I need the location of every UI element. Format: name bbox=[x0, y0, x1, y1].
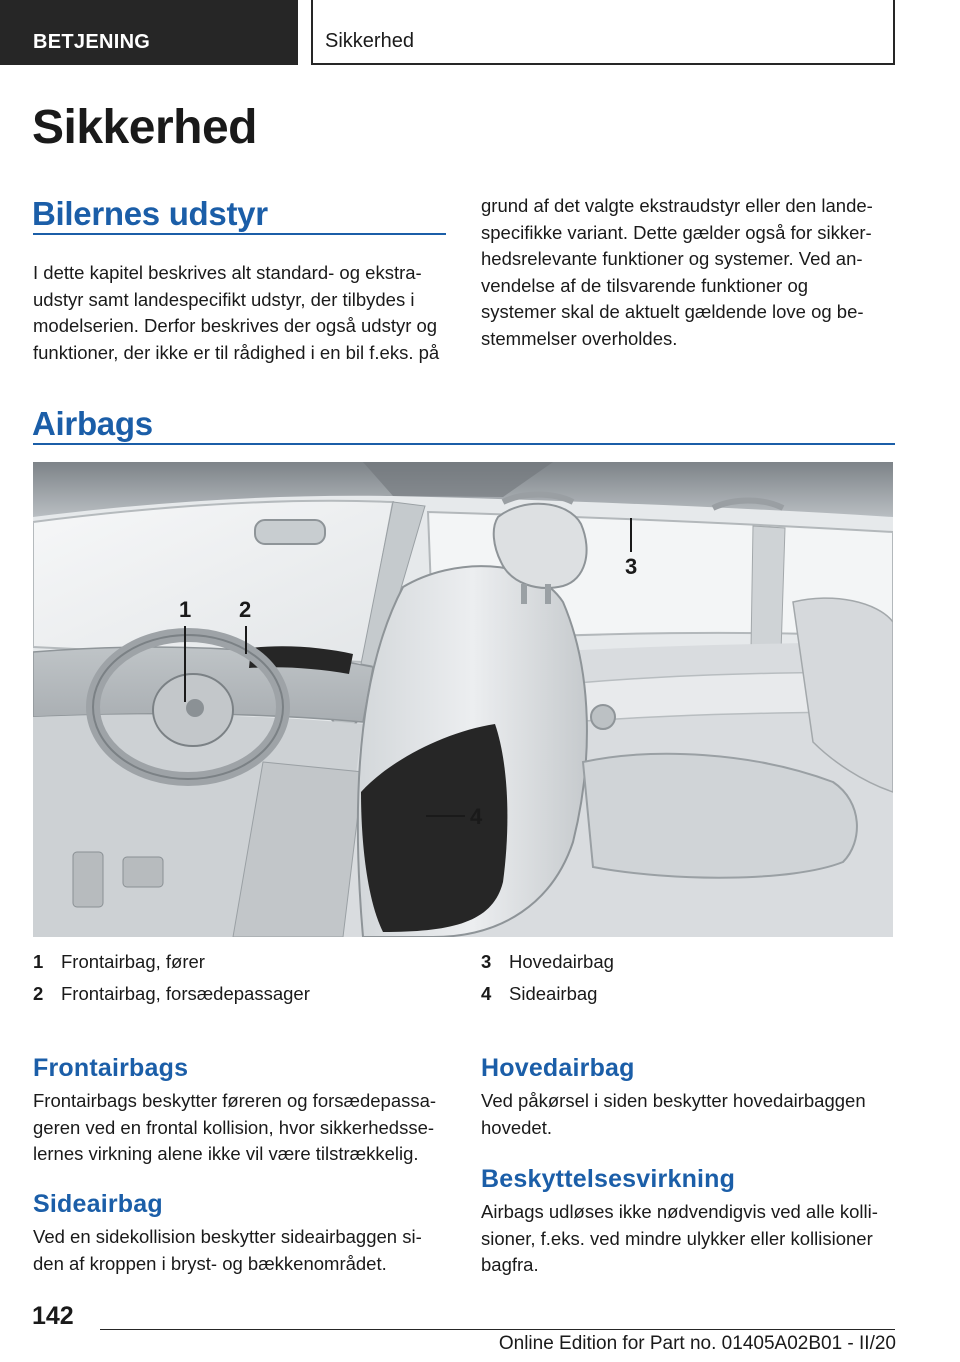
sideairbag-paragraph bbox=[33, 1224, 453, 1277]
text-line: Ved en sidekollision beskytter sideairbaggen si- bbox=[33, 1226, 422, 1247]
text-line: Airbags udløses ikke nødvendigvis ved alle kolli- bbox=[481, 1201, 878, 1222]
legend-label: Frontairbag, fører bbox=[61, 951, 205, 972]
section-heading-vehicle-equipment: Bilernes udstyr bbox=[32, 195, 268, 232]
legend-number: 1 bbox=[33, 951, 44, 972]
protective-effect-paragraph bbox=[481, 1199, 896, 1279]
text-line: systemer skal de aktuelt gældende love og be- bbox=[481, 301, 864, 322]
legend-number: 4 bbox=[481, 983, 492, 1004]
subheading-sideairbag: Sideairbag bbox=[33, 1190, 163, 1218]
text-line: specifikke variant. Dette gælder også for sikker- bbox=[481, 221, 872, 243]
subheading-hovedairbag: Hovedairbag bbox=[481, 1054, 635, 1082]
legend-label: Sideairbag bbox=[509, 983, 598, 1004]
intro-paragraph-col2 bbox=[481, 193, 896, 352]
text-line: den af kroppen i bryst- og bækkenområdet. bbox=[33, 1252, 387, 1274]
page-number: 142 bbox=[32, 1302, 74, 1330]
hovedairbag-paragraph bbox=[481, 1088, 896, 1141]
callout-number-4: 4 bbox=[470, 804, 483, 829]
car-interior-drawing bbox=[33, 462, 893, 937]
footer-edition-text: Online Edition for Part no. 01405A02B01 - II/20 bbox=[498, 1333, 896, 1354]
legend-label: Frontairbag, forsædepassager bbox=[61, 983, 310, 1004]
section-rule bbox=[33, 443, 895, 445]
text-line: Frontairbags beskytter føreren og forsædepassa- bbox=[33, 1090, 437, 1111]
legend-number: 2 bbox=[33, 983, 44, 1004]
chapter-tab: BETJENING bbox=[0, 0, 298, 65]
text-line: sioner, f.eks. ved mindre ulykker eller kollisioner bbox=[481, 1227, 873, 1249]
callout-number-1: 1 bbox=[179, 597, 192, 622]
text-line: vendelse af de tilsvarende funktioner og bbox=[481, 274, 809, 296]
text-line: bagfra. bbox=[481, 1254, 539, 1275]
legend-label: Hovedairbag bbox=[509, 951, 614, 972]
topic-tab: Sikkerhed bbox=[311, 0, 895, 65]
text-line: lernes virkning alene ikke vil være tilstrækkelig. bbox=[33, 1143, 419, 1164]
text-line: hedsrelevante funktioner og systemer. Ved an- bbox=[481, 248, 863, 269]
legend-number: 3 bbox=[481, 951, 492, 972]
text-line: modelserien. Derfor beskrives der også udstyr og bbox=[33, 315, 438, 336]
subheading-frontairbags: Frontairbags bbox=[33, 1054, 189, 1082]
text-line: udstyr samt landespecifikt udstyr, der tilbydes i bbox=[33, 288, 415, 310]
section-heading-airbags: Airbags bbox=[32, 405, 153, 442]
page-title: Sikkerhed bbox=[32, 101, 257, 154]
intro-paragraph-col1 bbox=[33, 260, 453, 366]
text-line: funktioner, der ikke er til rådighed i en bil f.eks. på bbox=[33, 341, 440, 363]
frontairbags-paragraph bbox=[33, 1088, 453, 1168]
subheading-protective-effect: Beskyttelsesvirkning bbox=[481, 1165, 736, 1193]
callout-number-3: 3 bbox=[625, 554, 638, 579]
text-line: geren ved en frontal kollision, hvor sikkerhedsse- bbox=[33, 1116, 435, 1138]
text-line: Ved påkørsel i siden beskytter hovedairbaggen bbox=[481, 1090, 866, 1111]
airbag-location-illustration bbox=[33, 462, 893, 937]
section-rule bbox=[33, 233, 446, 235]
text-line: grund af det valgte ekstraudstyr eller den lande- bbox=[481, 195, 873, 216]
text-line: stemmelser overholdes. bbox=[481, 327, 678, 349]
text-line: I dette kapitel beskrives alt standard- og ekstra- bbox=[33, 262, 422, 283]
text-line: hovedet. bbox=[481, 1116, 552, 1138]
callout-number-2: 2 bbox=[239, 597, 252, 622]
